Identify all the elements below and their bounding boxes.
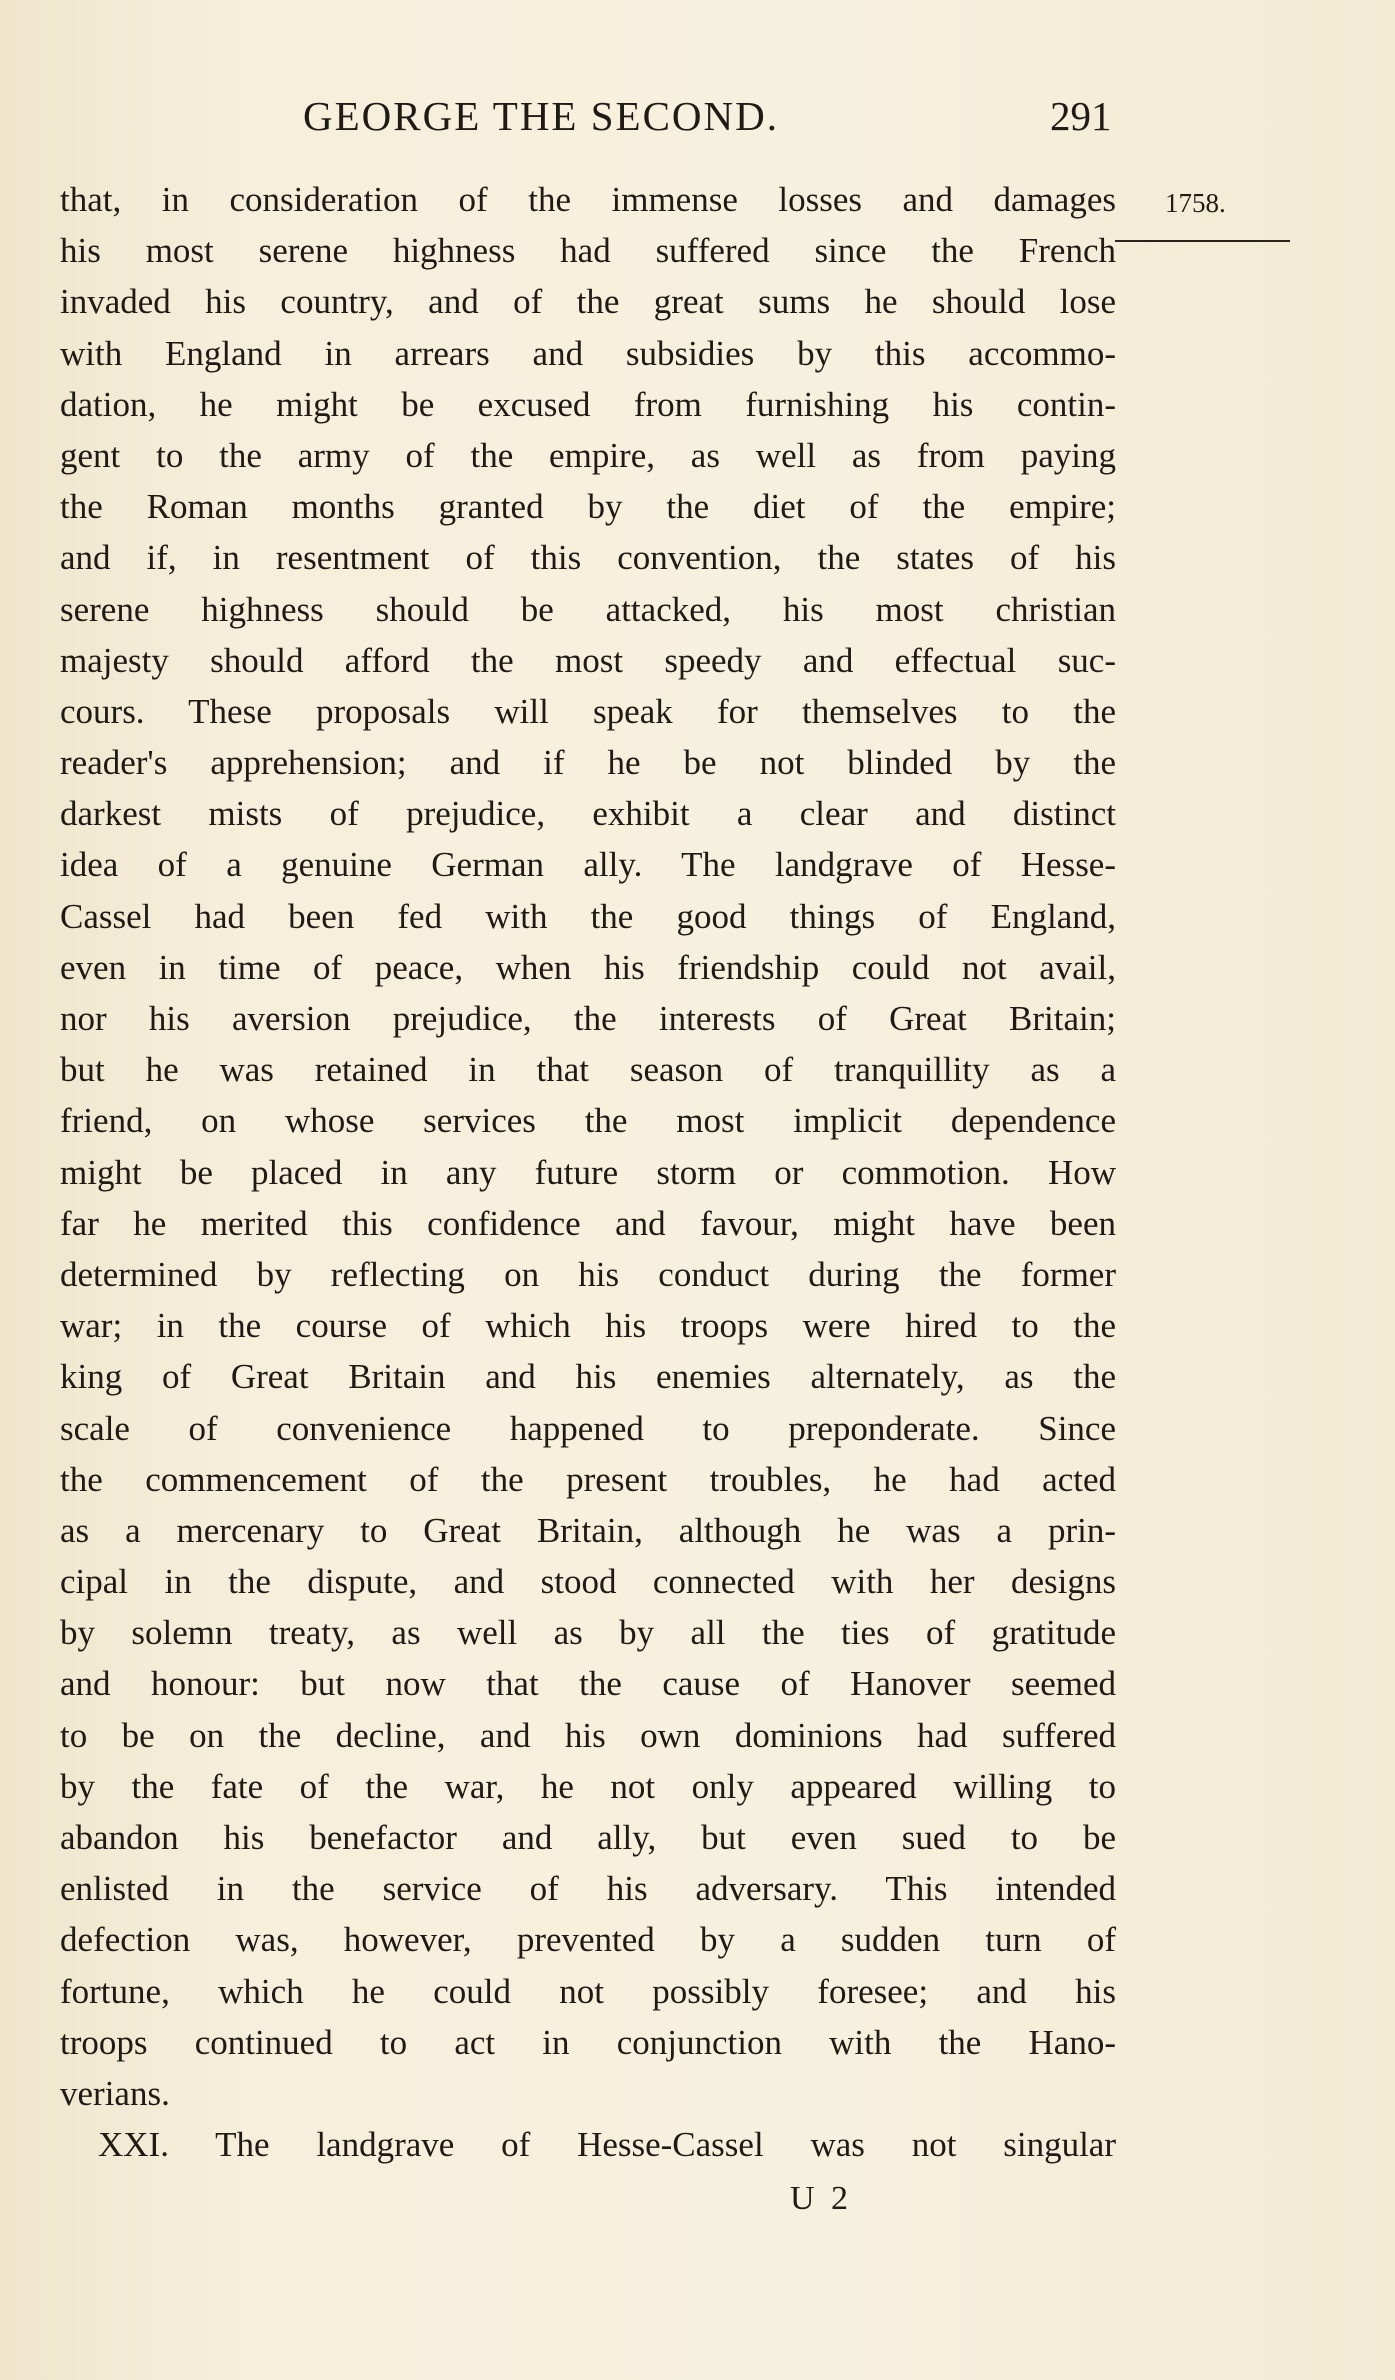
text-line: nor his aversion prejudice, the interests of Great Britain; [60,999,1116,1038]
text-line: reader's apprehension; and if he be not blinded by the [60,743,1116,783]
text-line: cours. These proposals will speak for themselves to the [60,691,1116,731]
running-title: GEORGE THE SECOND. [303,93,779,139]
text-line: by solemn treaty, as well as by all the ties of gratitude [60,1613,1116,1653]
text-line: dation, he might be excused from furnishing his contin- [60,384,1116,424]
text-line: cipal in the dispute, and stood connected with her designs [60,1562,1116,1602]
text-line: serene highness should be attacked, his most christian [60,589,1116,629]
page-number: 291 [1050,93,1112,139]
text-line: and honour: but now that the cause of Hanover seemed [60,1664,1116,1704]
text-line: by the fate of the war, he not only appeared willing to [60,1766,1116,1806]
paragraph-end-line: verians. [60,2073,170,2113]
text-line: but he was retained in that season of tranquillity as a [60,1050,1116,1090]
text-line: friend, on whose services the most implicit dependence [60,1101,1116,1141]
text-line: war; in the course of which his troops were hired to the [60,1306,1116,1346]
text-line: even in time of peace, when his friendship could not avail, [60,947,1116,987]
running-head [0,92,1395,152]
text-line: abandon his benefactor and ally, but even sued to be [60,1818,1116,1857]
text-line: as a mercenary to Great Britain, although he was a prin- [60,1510,1116,1550]
text-line: scale of convenience happened to preponderate. Since [60,1408,1116,1448]
text-line: Cassel had been fed with the good things of England, [60,896,1116,936]
margin-rule [1115,240,1290,242]
text-line: far he merited this confidence and favour, might have been [60,1203,1116,1243]
text-line: troops continued to act in conjunction with the Hano- [60,2022,1116,2062]
text-line: and if, in resentment of this convention, the states of his [60,538,1116,578]
text-line: the commencement of the present troubles, he had acted [60,1459,1116,1499]
text-line: gent to the army of the empire, as well as from paying [60,435,1116,475]
text-line: that, in consideration of the immense losses and damages [60,180,1116,219]
margin-year: 1758. [1165,188,1226,218]
body-text [60,174,1116,2170]
text-line: with England in arrears and subsidies by this accommo- [60,333,1116,373]
text-line: defection was, however, prevented by a sudden turn of [60,1920,1116,1960]
text-line: fortune, which he could not possibly foresee; and his [60,1971,1116,2011]
text-line: enlisted in the service of his adversary. This intended [60,1869,1116,1909]
text-line: invaded his country, and of the great sums he should lose [60,282,1116,322]
text-line: the Roman months granted by the diet of the empire; [60,487,1116,527]
text-line: idea of a genuine German ally. The landgrave of Hesse- [60,845,1116,885]
text-line: king of Great Britain and his enemies alternately, as the [60,1357,1116,1397]
text-line: darkest mists of prejudice, exhibit a clear and distinct [60,794,1116,834]
text-line: determined by reflecting on his conduct during the former [60,1254,1116,1294]
text-line: to be on the decline, and his own dominions had suffered [60,1715,1116,1755]
text-line: majesty should afford the most speedy and effectual suc- [60,640,1116,680]
text-line: might be placed in any future storm or commotion. How [60,1152,1116,1192]
section-start-line: XXI. The landgrave of Hesse-Cassel was not singular [98,2125,1116,2165]
margin-note [1165,188,1285,219]
text-line: his most serene highness had suffered since the French [60,231,1116,271]
signature-mark: U 2 [790,2180,853,2217]
